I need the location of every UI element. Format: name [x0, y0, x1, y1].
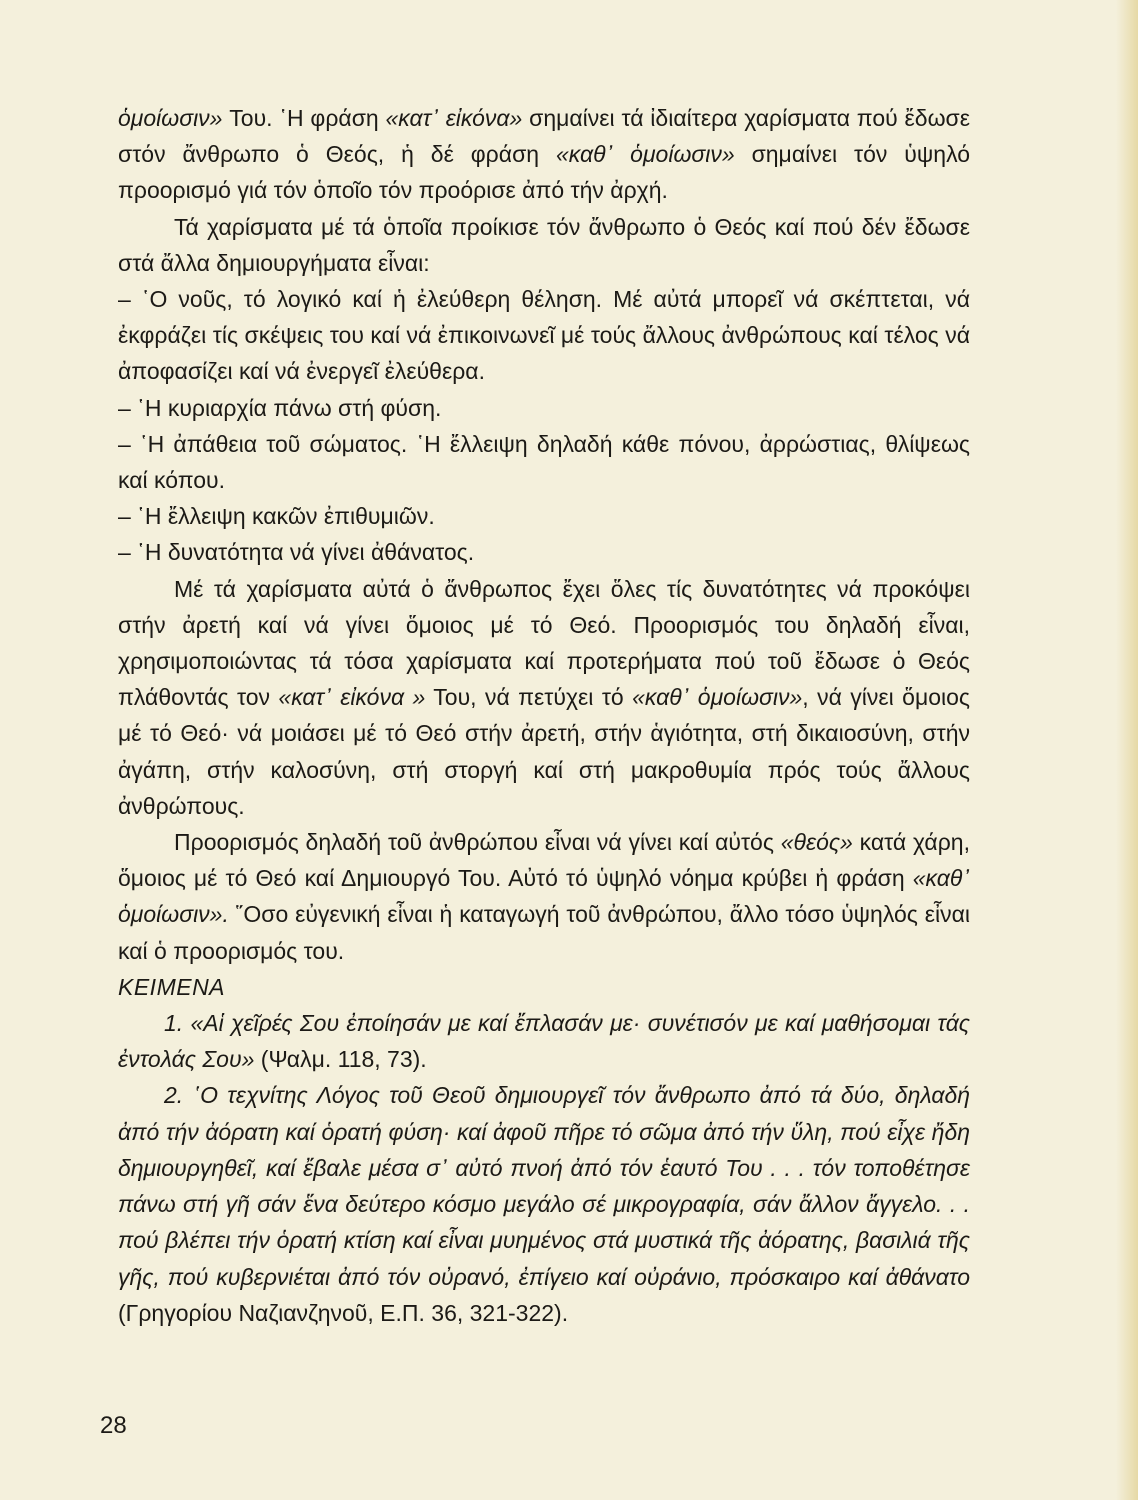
p1-text-4: σημαίνει τά ἰδιαίτερα χαρίσματα πού ἔδωσε στόν ἄνθρωπο ὁ Θεός, ἡ δέ φράση	[118, 105, 970, 168]
p3-italic-4: «καθ᾽ ὁμοίωσιν»	[632, 684, 803, 711]
paragraph-4	[118, 824, 970, 969]
p4-text-3: κατά χάρη, ὅμοιος μέ τό Θεό καί Δημιουργό Του. Αὐτό τό ὑψηλό νόημα κρύβει ἡ φράση	[118, 829, 970, 892]
p4-italic-2: «θεός»	[780, 829, 853, 856]
quote-1-number: 1.	[164, 1010, 191, 1037]
quote-1-reference: (Ψαλμ. 118, 73).	[254, 1046, 427, 1073]
quote-1	[118, 1005, 970, 1077]
p1-italic-5: «καθ᾽ ὁμοίωσιν»	[555, 141, 735, 168]
p3-text-1: Μέ τά χαρίσματα αὐτά ὁ ἄνθρωπος ἔχει ὅλες τίς δυνατότητες νά προκόψει στήν ἀρετή καί νά γίνει ὅμοιος μέ τό Θεό. Προορισμός του δηλαδή εἶναι, χρησιμοποιώντας τά τόσα χαρίσματα καί προτερήματα πού τοῦ ἔδωσε ὁ Θεός πλάθοντάς τον	[118, 575, 970, 711]
p4-text-1: Προορισμός δηλαδή τοῦ ἀνθρώπου εἶναι νά γίνει καί αὐτός	[174, 829, 781, 856]
list-item: – ῾Ο νοῦς, τό λογικό καί ἡ ἐλεύθερη θέληση. Μέ αὐτά μπορεῖ νά σκέπτεται, νά ἐκφράζει τίς σκέψεις του καί νά ἐπικοινωνεῖ μέ τούς ἄλλους ἀνθρώπους καί τέλος νά ἀποφασίζει καί νά ἐνεργεῖ ἐλεύθερα.	[118, 286, 970, 385]
paragraph-3	[118, 571, 970, 824]
p1-text-6: σημαίνει τόν ὑψηλό προορισμό γιά τόν ὁποῖο τόν προόρισε ἀπό τήν ἀρχή.	[118, 141, 971, 204]
quote-2-text: ῾Ο τεχνίτης Λόγος τοῦ Θεοῦ δημιουργεῖ τόν ἄνθρωπο ἀπό τά δύο, δηλαδή ἀπό τήν ἀόρατη καί ὁρατή φύση· καί ἀφοῦ πῆρε τό σῶμα ἀπό τήν ὕλη, πού εἶχε ἤδη δημιουργηθεῖ, καί ἔβαλε μέσα σ᾽ αὐτό πνοή ἀπό τόν ἑαυτό Του . . . τόν τοποθέτησε πάνω στή γῆ σάν ἕνα δεύτερο κόσμο μεγάλο σέ μικρογραφία, σάν ἄλλον ἄγγελο. . . πού βλέπει τήν ὁρατή κτίση καί εἶναι μυημένος στά μυστικά τῆς ἀόρατης, βασιλιά τῆς γῆς, πού κυβερνιέται ἀπό τόν οὐρανό, ἐπίγειο καί οὐράνιο, πρόσκαιρο καί ἀθάνατο	[118, 1082, 970, 1290]
texts-section	[118, 1005, 970, 1331]
quote-2-reference: (Γρηγορίου Ναζιανζηνοῦ, Ε.Π. 36, 321-322).	[118, 1299, 569, 1326]
paragraph-2: Τά χαρίσματα μέ τά ὁποῖα προίκισε τόν ἄνθρωπο ὁ Θεός καί πού δέν ἔδωσε στά ἄλλα δημιουργήματα εἶναι:	[118, 213, 970, 276]
quote-1-text: «Αἱ χεῖρές Σου ἐποίησάν με καί ἔπλασάν με· συνέτισόν με καί μαθήσομαι τάς ἐντολάς Σου»	[118, 1010, 970, 1073]
quote-2-number: 2.	[164, 1082, 193, 1109]
p1-text-2: Του. ῾Η φράση	[229, 105, 386, 131]
page-text	[118, 100, 970, 1331]
list-item: – ῾Η ἀπάθεια τοῦ σώματος. ῾Η ἔλλειψη δηλαδή κάθε πόνου, ἀρρώστιας, θλίψεως καί κόπου.	[118, 430, 970, 494]
p1-italic-1: ὁμοίωσιν»	[118, 105, 230, 131]
paragraph-1	[118, 100, 970, 209]
p3-italic-2: «κατ᾽ εἰκόνα »	[278, 684, 426, 711]
p1-italic-3: «κατ᾽ εἰκόνα»	[385, 105, 523, 131]
list-item: – ῾Η δυνατότητα νά γίνει ἀθάνατος.	[118, 539, 475, 566]
page-edge-shadow	[1116, 0, 1138, 1500]
list-item: – ῾Η ἔλλειψη κακῶν ἐπιθυμιῶν.	[118, 503, 435, 530]
p3-text-5: , νά γίνει ὅμοιος μέ τό Θεό· νά μοιάσει μέ τό Θεό στήν ἀρετή, στήν ἁγιότητα, στή δικαιοσύνη, στήν ἀγάπη, στήν καλοσύνη, στή στοργή καί στή μακροθυμία πρός τούς ἄλλους ἀνθρώπους.	[118, 684, 970, 819]
section-title: ΚΕΙΜΕΝΑ	[118, 973, 226, 1000]
list-item: – ῾Η κυριαρχία πάνω στή φύση.	[118, 394, 442, 421]
quote-2	[118, 1077, 970, 1330]
p4-text-5: ῞Οσο εὐγενική εἶναι ἡ καταγωγή τοῦ ἀνθρώπου, ἄλλο τόσο ὑψηλός εἶναι καί ὁ προορισμός του.	[118, 901, 970, 964]
page-number: 28	[100, 1412, 127, 1439]
p4-italic-4: «καθ᾽ ὁμοίωσιν».	[118, 865, 970, 928]
p3-text-3: Του, νά πετύχει τό	[425, 684, 633, 711]
